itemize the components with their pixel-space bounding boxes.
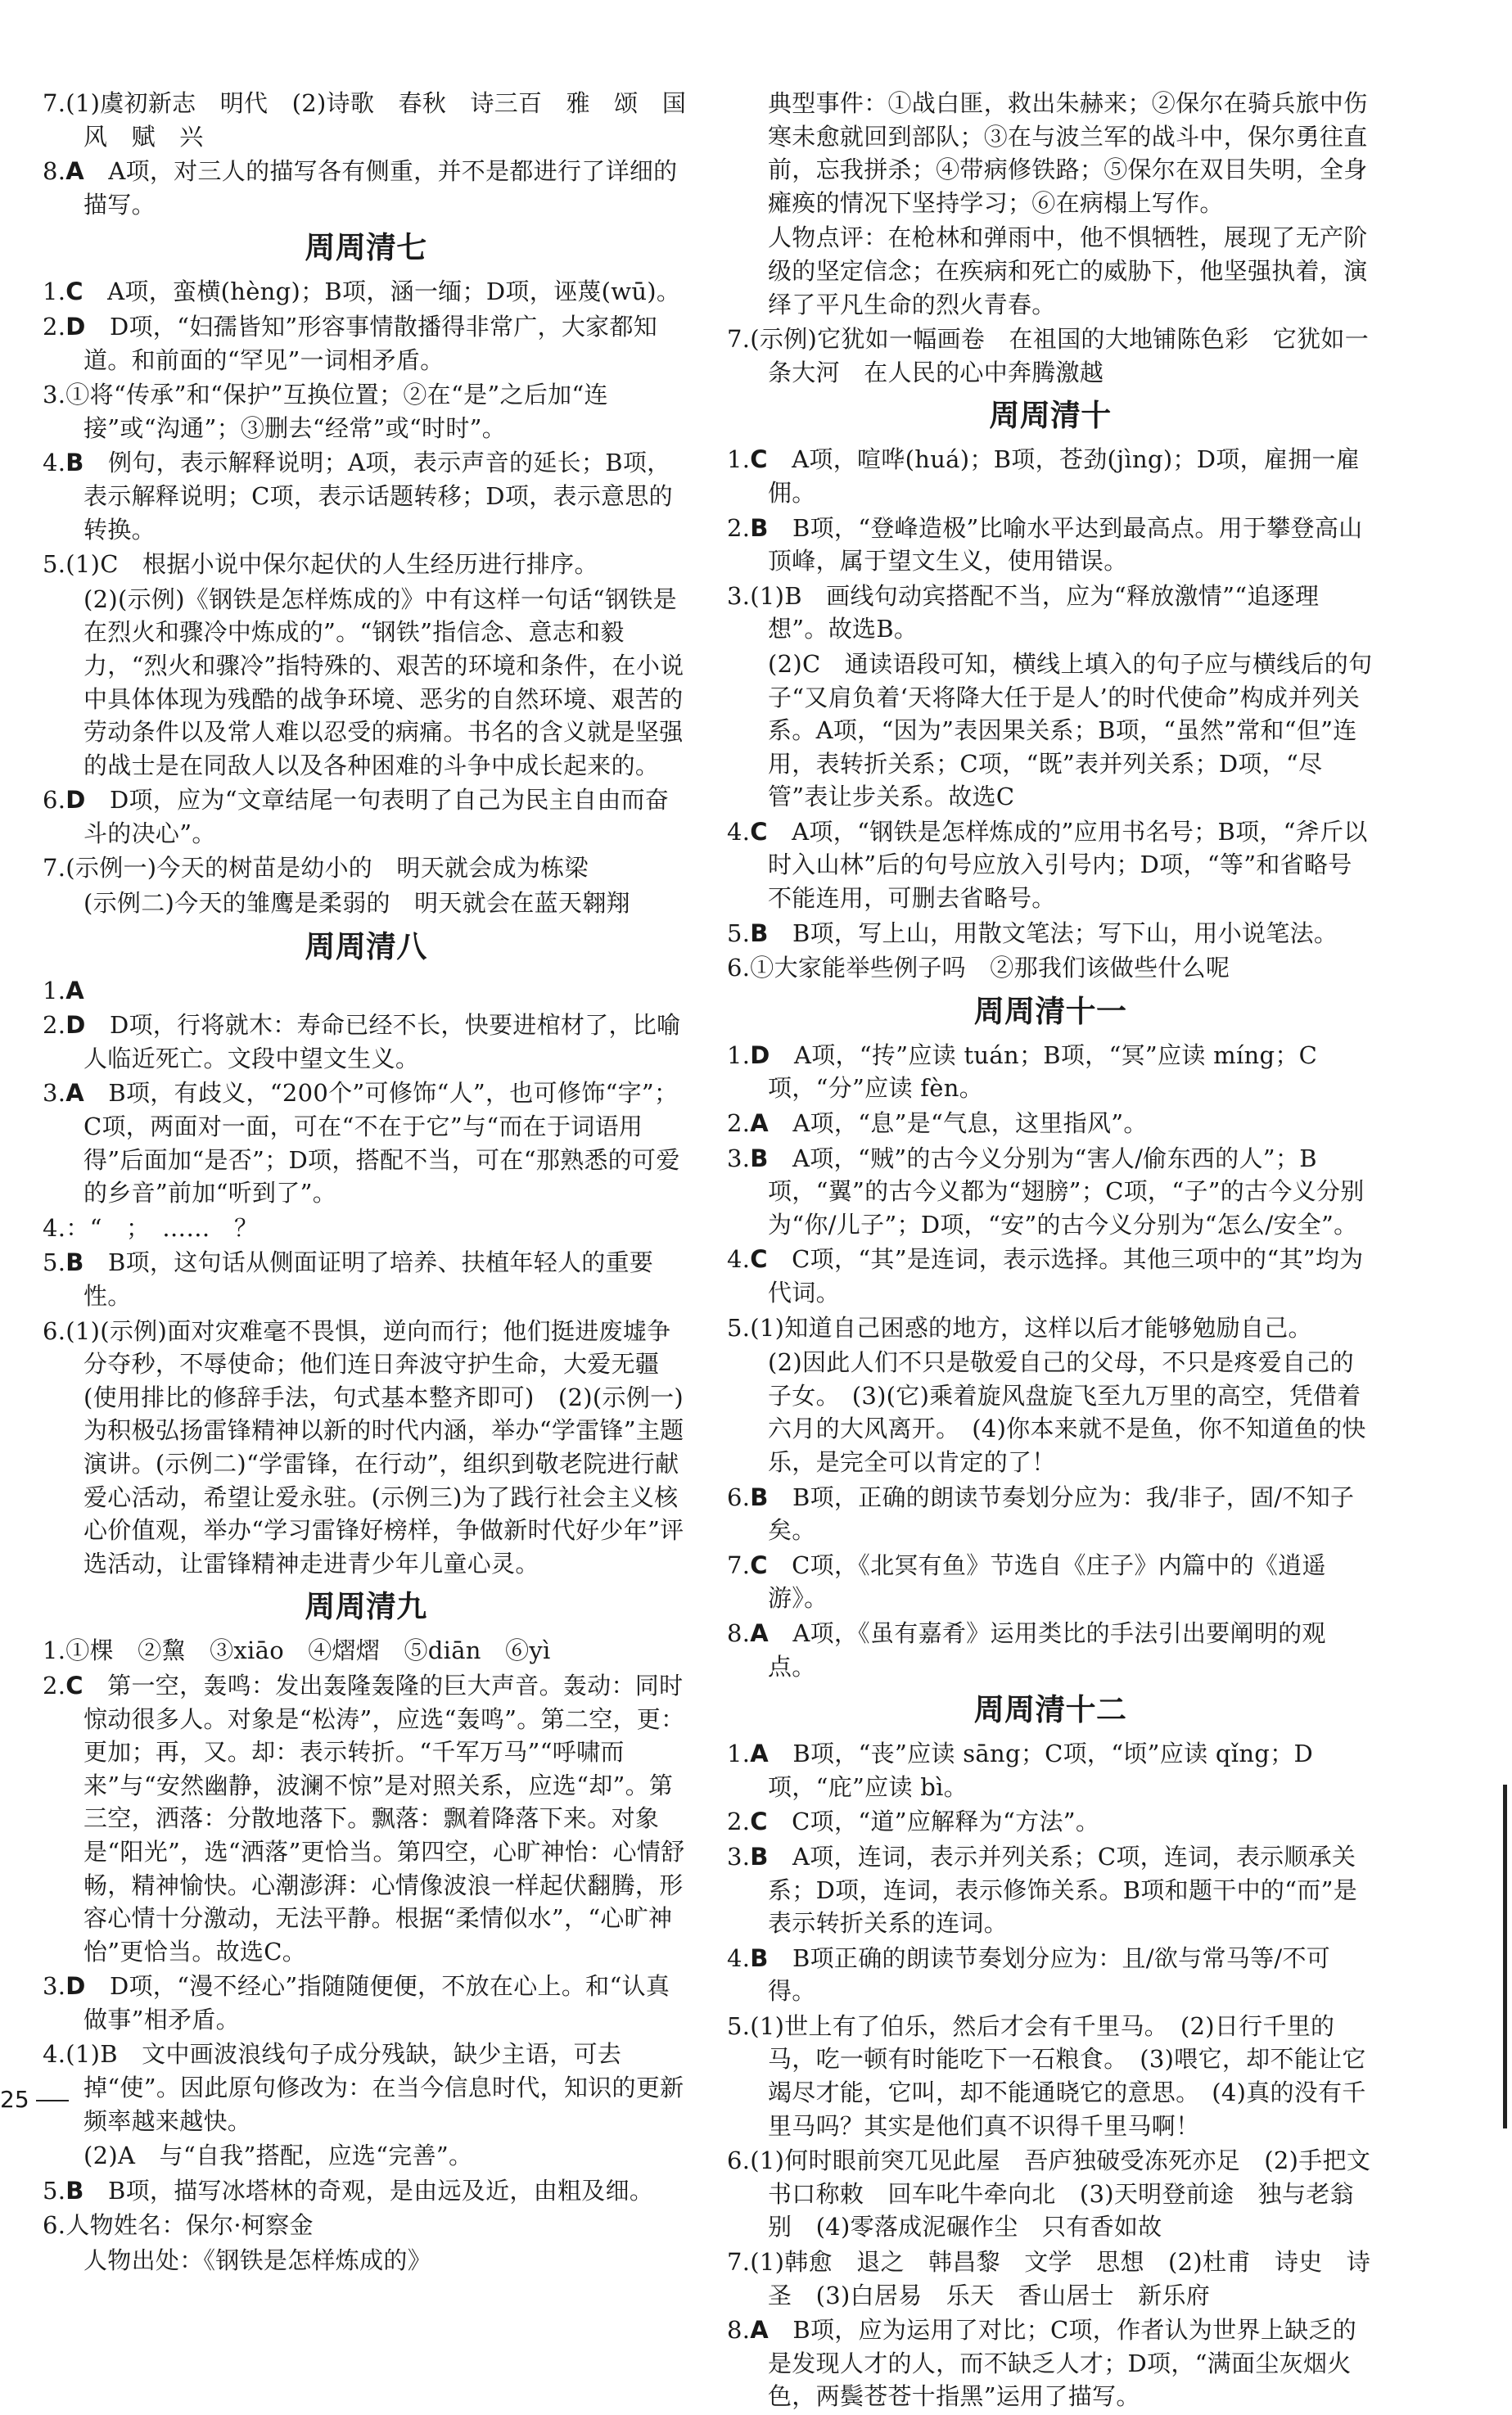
- answer-choice: B: [750, 1144, 769, 1172]
- answer-text: (示例)它犹如一幅画卷 在祖国的大地铺陈色彩 它犹如一条大河 在人民的心中奔腾激越: [750, 325, 1370, 386]
- answer-choice: A: [750, 1740, 770, 1768]
- answer-item: [727, 1039, 1374, 1105]
- answer-text: A项，喧哗(huá)；B项，苍劲(jìng)；D项，雇拥一雇佣。: [767, 445, 1361, 507]
- answer-text: B项，应为运用了对比；C项，作者认为世界上缺乏的是发现人才的人，而不缺乏人才；D项，“满面尘灰烟火色，两鬓苍苍十指黑”运用了描写。: [768, 2316, 1357, 2411]
- answer-text: A项，《虽有嘉肴》运用类比的手法引出要阐明的观点。: [768, 1618, 1326, 1681]
- answer-choice: B: [750, 1483, 769, 1511]
- question-number: 8.: [43, 157, 66, 186]
- question-number: 3.: [43, 1079, 66, 1108]
- answer-item: [43, 378, 689, 445]
- answer-text: B项，正确的朗读节奏划分应为：我/非子，固/不知子矣。: [768, 1483, 1355, 1545]
- question-number: 3.: [727, 1842, 751, 1871]
- answer-text: B项，描写冰塔林的奇观，是由远及近，由粗及细。: [83, 2176, 654, 2205]
- answer-text: (1)韩愈 退之 韩昌黎 文学 思想 (2)杜甫 诗史 诗圣 (3)白居易 乐天 香山居士 新乐府: [750, 2248, 1371, 2309]
- question-number: 1.: [43, 278, 66, 306]
- answer-text: (示例二)今天的雏鹰是柔弱的 明天就会在蓝天翱翔: [83, 889, 630, 918]
- question-number: 1.: [727, 1040, 751, 1069]
- answer-text: B项，“登峰造极”比喻水平达到最高点。用于攀登高山顶峰，属于望文生义，使用错误。: [768, 513, 1363, 576]
- answer-choice: D: [65, 786, 86, 815]
- answer-item: [727, 2144, 1374, 2244]
- answer-continuation: [43, 2139, 689, 2173]
- answer-text: ①大家能举些例子吗 ②那我们该做些什么呢: [750, 954, 1230, 982]
- question-number: 2.: [727, 513, 751, 542]
- answer-text: C项，“道”应解释为“方法”。: [767, 1808, 1100, 1836]
- question-number: 4.: [727, 1245, 751, 1274]
- answer-item: [727, 1311, 1374, 1345]
- question-number: 5.: [43, 1248, 66, 1277]
- answer-item: [43, 1246, 689, 1312]
- question-number: 8.: [727, 2316, 751, 2345]
- page-number-dash: [36, 2100, 69, 2101]
- answer-text: 人物点评：在枪林和弹雨中，他不惧牺牲，展现了无产阶级的坚定信念；在疾病和死亡的威胁下，他坚强执着，演绎了平凡生命的烈火青春。: [768, 223, 1368, 318]
- section-title: 周周清八: [305, 928, 427, 964]
- question-number: 4.: [727, 1943, 751, 1972]
- answer-item: [43, 548, 689, 581]
- section-title: 周周清七: [305, 230, 427, 266]
- answer-text: (2)C 通读语段可知，横线上填入的句子应与横线后的句子“又肩负着‘天将降大任于是人’的时代使命”构成并列关系。A项，“因为”表因果关系；B项，“虽然”常和“但”连用，表转折关系；C项，“既”表并列关系；D项，“尽管”表让步关系。故选C: [768, 649, 1373, 811]
- answer-text: (1)何时眼前突兀见此屋 吾庐独破受冻死亦足 (2)手把文书口称敕 回车叱牛牵向北 (3)天明登前途 独与老翁别 (4)零落成泥碾作尘 只有香如故: [750, 2146, 1371, 2241]
- answer-item: [43, 1669, 689, 1968]
- answer-item: [727, 443, 1374, 509]
- right-column: [727, 87, 1374, 2415]
- answer-text: C项，“其”是连词，表示选择。其他三项中的“其”均为代词。: [767, 1245, 1364, 1307]
- answer-item: [43, 275, 689, 309]
- question-number: 6.: [43, 786, 66, 815]
- answer-continuation: [727, 648, 1374, 814]
- answer-item: [43, 783, 689, 850]
- answer-text: C项，《北冥有鱼》节选自《庄子》内篇中的《逍遥游》。: [767, 1551, 1326, 1613]
- answer-choice: A: [65, 976, 85, 1004]
- answer-text: (2)(示例)《钢铁是怎样炼成的》中有这样一句话“钢铁是在烈火和骤冷中炼成的”。“钢铁”指信念、意志和毅力，“烈火和骤冷”指特殊的、艰苦的环境和条件，在小说中具体体现为残酷的战争环境、恶劣的自然环境、艰苦的劳动条件以及常人难以忍受的病痛。书名的含义就是坚强的战士是在同敌人以及各种困难的斗争中成长起来的。: [83, 585, 684, 779]
- answer-item: [727, 815, 1374, 915]
- answer-choice: C: [750, 817, 768, 846]
- question-number: 3.: [727, 581, 751, 610]
- question-number: 7.: [43, 89, 66, 117]
- answer-text: B项，这句话从侧面证明了培养、扶植年轻人的重要性。: [83, 1248, 654, 1310]
- answer-item: [727, 323, 1374, 389]
- answer-choice: D: [65, 312, 86, 341]
- left-column: [43, 87, 689, 2279]
- question-number: 3.: [43, 1972, 66, 2001]
- answer-continuation: [727, 221, 1374, 321]
- question-number: 1.: [727, 1740, 751, 1768]
- question-number: 5.: [43, 550, 66, 579]
- answer-item: [43, 87, 689, 153]
- section-title: 周周清十: [989, 398, 1112, 434]
- answer-item: [43, 851, 689, 885]
- answer-continuation: [43, 583, 689, 783]
- question-number: 5.: [727, 919, 751, 947]
- answer-choice: D: [65, 1972, 86, 2001]
- answer-text: D项，行将就木：寿命已经不长，快要进棺材了，比喻人临近死亡。文段中望文生义。: [83, 1011, 681, 1072]
- answer-item: [43, 310, 689, 377]
- answer-text: A项，连词，表示并列关系；C项，连词，表示顺承关系；D项，连词，表示修饰关系。B项和题干中的“而”是表示转折关系的连词。: [768, 1842, 1358, 1938]
- answer-item: [727, 1549, 1374, 1615]
- answer-item: [43, 1077, 689, 1209]
- answer-item: [727, 580, 1374, 646]
- answer-choice: A: [750, 1618, 770, 1647]
- answer-text: (1)B 文中画波浪线句子成分残缺，缺少主语，可去掉“使”。因此原句修改为：在当今信息时代，知识的更新频率越来越快。: [65, 2040, 684, 2135]
- answer-choice: D: [750, 1040, 770, 1069]
- answer-text: (示例一)今天的树苗是幼小的 明天就会成为栋梁: [65, 854, 589, 882]
- answer-text: A项，“抟”应读 tuán；B项，“冥”应读 míng；C项，“分”应读 fèn。: [768, 1040, 1318, 1103]
- answer-item: [727, 1805, 1374, 1839]
- answer-item: [43, 1009, 689, 1075]
- answer-choice: B: [750, 513, 769, 542]
- answer-item: [727, 1942, 1374, 2008]
- answer-text: B项正确的朗读节奏划分应为：且/欲与常马等/不可得。: [768, 1943, 1331, 2006]
- answer-choice: C: [750, 1808, 768, 1836]
- question-number: 7.: [727, 1551, 751, 1579]
- answer-item: [727, 2246, 1374, 2312]
- answer-text: A项，对三人的描写各有侧重，并不是都进行了详细的描写。: [83, 157, 678, 219]
- answer-text: 例句，表示解释说明；A项，表示声音的延长；B项，表示解释说明；C项，表示话题转移；D项，表示意思的转换。: [83, 449, 673, 544]
- answer-text: 典型事件：①战白匪，救出朱赫来；②保尔在骑兵旅中伤寒未愈就回到部队；③在与波兰军的战斗中，保尔勇往直前，忘我拼杀；④带病修铁路；⑤保尔在双目失明，全身瘫痪的情况下坚持学习；⑥在病榻上写作。: [768, 89, 1368, 217]
- answer-item: [727, 1481, 1374, 1547]
- answer-item: [43, 1315, 689, 1581]
- binding-edge-line: [1503, 1785, 1507, 2128]
- question-number: 6.: [43, 1316, 66, 1345]
- answer-text: A项，蛮横(hèng)；B项，涵一缅；D项，诬蔑(wū)。: [83, 278, 681, 306]
- answer-choice: B: [750, 1842, 769, 1871]
- answer-choice: C: [65, 1671, 83, 1700]
- answer-choice: B: [65, 449, 84, 477]
- answer-text: A项，“息”是“气息，这里指风”。: [769, 1109, 1148, 1138]
- answer-text: A项，“钢铁是怎样炼成的”应用书名号；B项，“斧斤以时入山林”后的句号应放入引号内；D项，“等”和省略号不能连用，可删去省略号。: [767, 817, 1368, 913]
- answer-text: B项，有歧义，“200个”可修饰“人”，也可修饰“字”；C项，两面对一面，可在“不在于它”与“而在于词语用得”后面加“是否”；D项，搭配不当，可在“那熟悉的可爱的乡音”前加“听到了”。: [83, 1079, 680, 1208]
- answer-text: ①将“传承”和“保护”互换位置；②在“是”之后加“连接”或“沟通”；③删去“经常”或“时时”。: [65, 381, 608, 442]
- answer-item: [727, 1243, 1374, 1309]
- answer-continuation: [727, 87, 1374, 219]
- answer-item: [43, 1634, 689, 1668]
- answer-text: (1)世上有了伯乐，然后才会有千里马。 (2)日行千里的马，吃一顿有时能吃下一石粮食。 (3)喂它，却不能让它竭尽才能，它叫，却不能通晓它的意思。 (4)真的没有千里马吗？其实是他们真不识得千里马啊！: [750, 2011, 1366, 2140]
- answer-item: [43, 155, 689, 221]
- answer-item: [727, 2010, 1374, 2142]
- question-number: 4.: [43, 1213, 66, 1242]
- question-number: 4.: [727, 817, 751, 846]
- question-number: 1.: [43, 976, 66, 1004]
- answer-choice: C: [750, 445, 768, 474]
- answer-text: 人物出处：《钢铁是怎样炼成的》: [83, 2246, 432, 2275]
- answer-text: D项，应为“文章结尾一句表明了自己为民主自由而奋斗的决心”。: [83, 786, 670, 847]
- answer-item: [727, 1142, 1374, 1242]
- section-title: 周周清九: [305, 1589, 427, 1625]
- answer-item: [43, 446, 689, 546]
- answer-item: [727, 1840, 1374, 1940]
- question-number: 2.: [43, 312, 66, 341]
- question-number: 5.: [727, 2011, 751, 2040]
- question-number: 7.: [727, 325, 751, 354]
- answer-text: (1)(示例)面对灾难毫不畏惧，逆向而行；他们挺进废墟争分夺秒，不辱使命；他们连日奔波守护生命，大爱无疆(使用排比的修辞手法，句式基本整齐即可) (2)(示例一)为积极弘扬雷锋精神以新的时代内涵，举办“学雷锋”主题演讲。(示例二)“学雷锋，在行动”，组织到敬老院进行献爱心活动，希望让爱永驻。(示例三)为了践行社会主义核心价值观，举办“学习雷锋好榜样，争做新时代好少年”评选活动，让雷锋精神走进青少年儿童心灵。: [65, 1316, 684, 1578]
- answer-choice: B: [750, 919, 769, 947]
- page-number-text: 25: [0, 2086, 29, 2113]
- answer-item: [43, 1970, 689, 2036]
- answer-choice: B: [750, 1943, 769, 1972]
- question-number: 1.: [43, 1636, 66, 1665]
- answer-choice: C: [65, 278, 83, 306]
- section-title: 周周清十二: [973, 1692, 1127, 1728]
- answer-text: (1)B 画线句动宾搭配不当，应为“释放激情”“追逐理想”。故选B。: [750, 581, 1320, 643]
- question-number: 7.: [727, 2248, 751, 2277]
- question-number: 5.: [727, 1313, 751, 1342]
- question-number: 2.: [43, 1671, 66, 1700]
- answer-text: D项，“妇孺皆知”形容事情散播得非常广，大家都知道。和前面的“罕见”一词相矛盾。: [83, 312, 658, 374]
- question-number: 6.: [727, 954, 751, 982]
- answer-item: [727, 951, 1374, 985]
- answer-item: [727, 1737, 1374, 1803]
- answer-item: [43, 2038, 689, 2137]
- answer-item: [727, 1617, 1374, 1683]
- answer-item: [43, 1212, 689, 1245]
- answer-choice: A: [750, 1109, 770, 1138]
- answer-item: [727, 917, 1374, 950]
- answer-choice: A: [65, 1079, 85, 1108]
- answer-text: B项，“丧”应读 sāng；C项，“顷”应读 qǐng；D项，“庇”应读 bì。: [768, 1740, 1314, 1801]
- answer-text: ①棵 ②黧 ③xiāo ④熠熠 ⑤diān ⑥yì: [65, 1636, 551, 1665]
- answer-text: D项，“漫不经心”指随随便便，不放在心上。和“认真做事”相矛盾。: [83, 1972, 670, 2034]
- answer-text: (2)A 与“自我”搭配，应选“完善”。: [83, 2142, 473, 2170]
- answer-text: (1)虞初新志 明代 (2)诗歌 春秋 诗三百 雅 颂 国风 赋 兴: [65, 89, 687, 151]
- answer-choice: A: [65, 157, 85, 186]
- page-number: [0, 2086, 69, 2113]
- answer-choice: B: [65, 1248, 84, 1277]
- question-number: 4.: [43, 449, 66, 477]
- answer-choice: C: [750, 1551, 768, 1579]
- answer-text: (2)因此人们不只是敬爱自己的父母，不只是疼爱自己的子女。 (3)(它)乘着旋风盘旋飞至九万里的高空，凭借着六月的大风离开。 (4)你本来就不是鱼，你不知道鱼的快乐，是完全可以肯定的了！: [768, 1348, 1366, 1476]
- answer-item: [727, 2313, 1374, 2413]
- question-number: 3.: [727, 1144, 751, 1172]
- section-title: 周周清十一: [973, 993, 1127, 1029]
- answer-continuation: [727, 1346, 1374, 1478]
- question-number: 5.: [43, 2176, 66, 2205]
- question-number: 6.: [43, 2211, 66, 2240]
- answer-text: B项，写上山，用散文笔法；写下山，用小说笔法。: [768, 919, 1338, 947]
- answer-text: A项，“贼”的古今义分别为“害人/偷东西的人”；B项，“翼”的古今义都为“翅膀”；C项，“子”的古今义分别为“你/儿子”；D项，“安”的古今义分别为“怎么/安全”。: [768, 1144, 1365, 1239]
- answer-choice: D: [65, 1011, 86, 1040]
- answer-text: (1)知道自己困惑的地方，这样以后才能够勉励自己。: [750, 1313, 1312, 1342]
- answer-choice: A: [750, 2316, 770, 2345]
- question-number: 4.: [43, 2040, 66, 2069]
- question-number: 2.: [43, 1011, 66, 1040]
- answer-item: [43, 2209, 689, 2242]
- answer-text: 人物姓名：保尔·柯察金: [65, 2211, 314, 2240]
- answer-choice: C: [750, 1245, 768, 1274]
- answer-item: [727, 1107, 1374, 1140]
- answer-continuation: [43, 887, 689, 920]
- question-number: 6.: [727, 2146, 751, 2175]
- answer-item: [43, 974, 689, 1008]
- answer-text: ：“ ； …… ？: [65, 1213, 259, 1242]
- answer-item: [727, 512, 1374, 578]
- question-number: 7.: [43, 854, 66, 882]
- question-number: 6.: [727, 1483, 751, 1511]
- answer-choice: B: [65, 2176, 84, 2205]
- question-number: 2.: [727, 1109, 751, 1138]
- question-number: 3.: [43, 381, 66, 409]
- answer-item: [43, 2174, 689, 2208]
- question-number: 2.: [727, 1808, 751, 1836]
- answer-text: 第一空，轰鸣：发出轰隆轰隆的巨大声音。轰动：同时惊动很多人。对象是“松涛”，应选“轰鸣”。第二空，更：更加；再，又。却：表示转折。“千军万马”“呼啸而来”与“安然幽静，波澜不惊”是对照关系，应选“却”。第三空，洒落：分散地落下。飘落：飘着降落下来。对象是“阳光”，选“洒落”更恰当。第四空，心旷神怡：心情舒畅，精神愉快。心潮澎湃：心情像波浪一样起伏翻腾，形容心情十分激动，无法平静。根据“柔情似水”，“心旷神怡”更恰当。故选C。: [83, 1671, 685, 1966]
- question-number: 8.: [727, 1618, 751, 1647]
- answer-continuation: [43, 2244, 689, 2277]
- answer-text: (1)C 根据小说中保尔起伏的人生经历进行排序。: [65, 550, 598, 579]
- question-number: 1.: [727, 445, 751, 474]
